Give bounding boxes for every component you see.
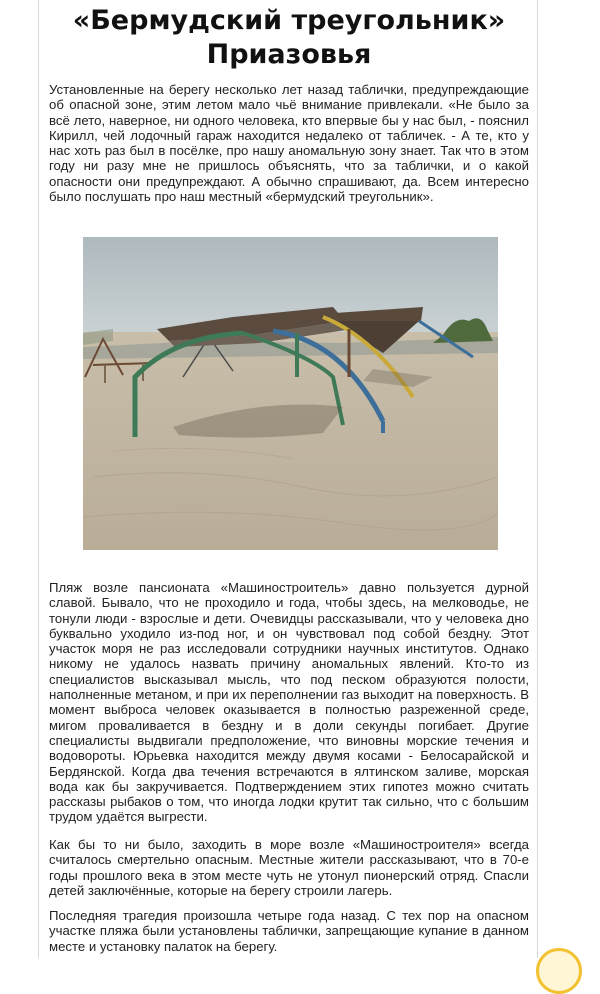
article-page <box>38 0 538 958</box>
article-paragraph-danger: Как бы то ни было, заходить в море возле «Машиностроителя» всегда считалось смертельно опасным. Местные жители рассказывают, что в 70-е годы прошлого века в этом месте чуть не утонул пионерский отряд. Спасли детей заключённые, которые на берегу строили лагерь. <box>49 837 529 898</box>
beach-photo <box>83 237 498 550</box>
corner-badge-icon <box>536 948 582 994</box>
article-paragraph-intro: Установленные на берегу несколько лет назад таблички, предупреждающие об опасной зоне, этим летом мало чьё внимание привлекали. «Не было за всё лето, наверное, ни одного человека, кто впервые бы у нас был, - пояснил Кирилл, чей лодочный гараж находится недалеко от табличек. - А те, кто у нас хоть раз был в посёлке, про нашу аномальную зону знает. Так что в этом году ни разу мне не пришлось объяснять, что за таблички, и о какой опасности они предупреждают. А обычно спрашивают, да. Всем интересно было послушать про наш местный «бермудский треугольник». <box>49 82 529 205</box>
article-paragraph-beach: Пляж возле пансионата «Машиностроитель» давно пользуется дурной славой. Бывало, что не проходило и года, чтобы здесь, на мелководье, не тонули люди - взрослые и дети. Очевидцы рассказывали, что у человека дно буквально уходило из-под ног, и он чувствовал под собой бездну. Этот участок моря не раз исследовали сотрудники научных институтов. Однако никому не удалось назвать причину аномальных явлений. Кто-то из специалистов высказывал мысль, что под песком образуются полости, наполненные метаном, и при их переполнении газ выходит на поверхность. В момент выброса человек оказывается в полностью разреженной среде, мигом проваливается в бездну и в доли секунды погибает. Другие специалисты выдвигали предположение, что виновны морские течения и водовороты. Юрьевка находится между двумя косами - Белосарайской и Бердянской. Когда два течения встречаются в ялтинском заливе, морская вода как бы закручивается. Подтверждением этих гипотез можно считать рассказы рыбаков о том, что иногда лодки крутит так сильно, что с большим трудом удаётся выгрести. <box>49 580 529 825</box>
article-paragraph-last-tragedy: Последняя трагедия произошла четыре года назад. С тех пор на опасном участке пляжа были установлены таблички, запрещающие купание в данном месте и установку палаток на берегу. <box>49 908 529 954</box>
article-title: «Бермудский треугольник» Приазовья <box>72 5 506 70</box>
beach-photo-illustration <box>83 237 498 550</box>
